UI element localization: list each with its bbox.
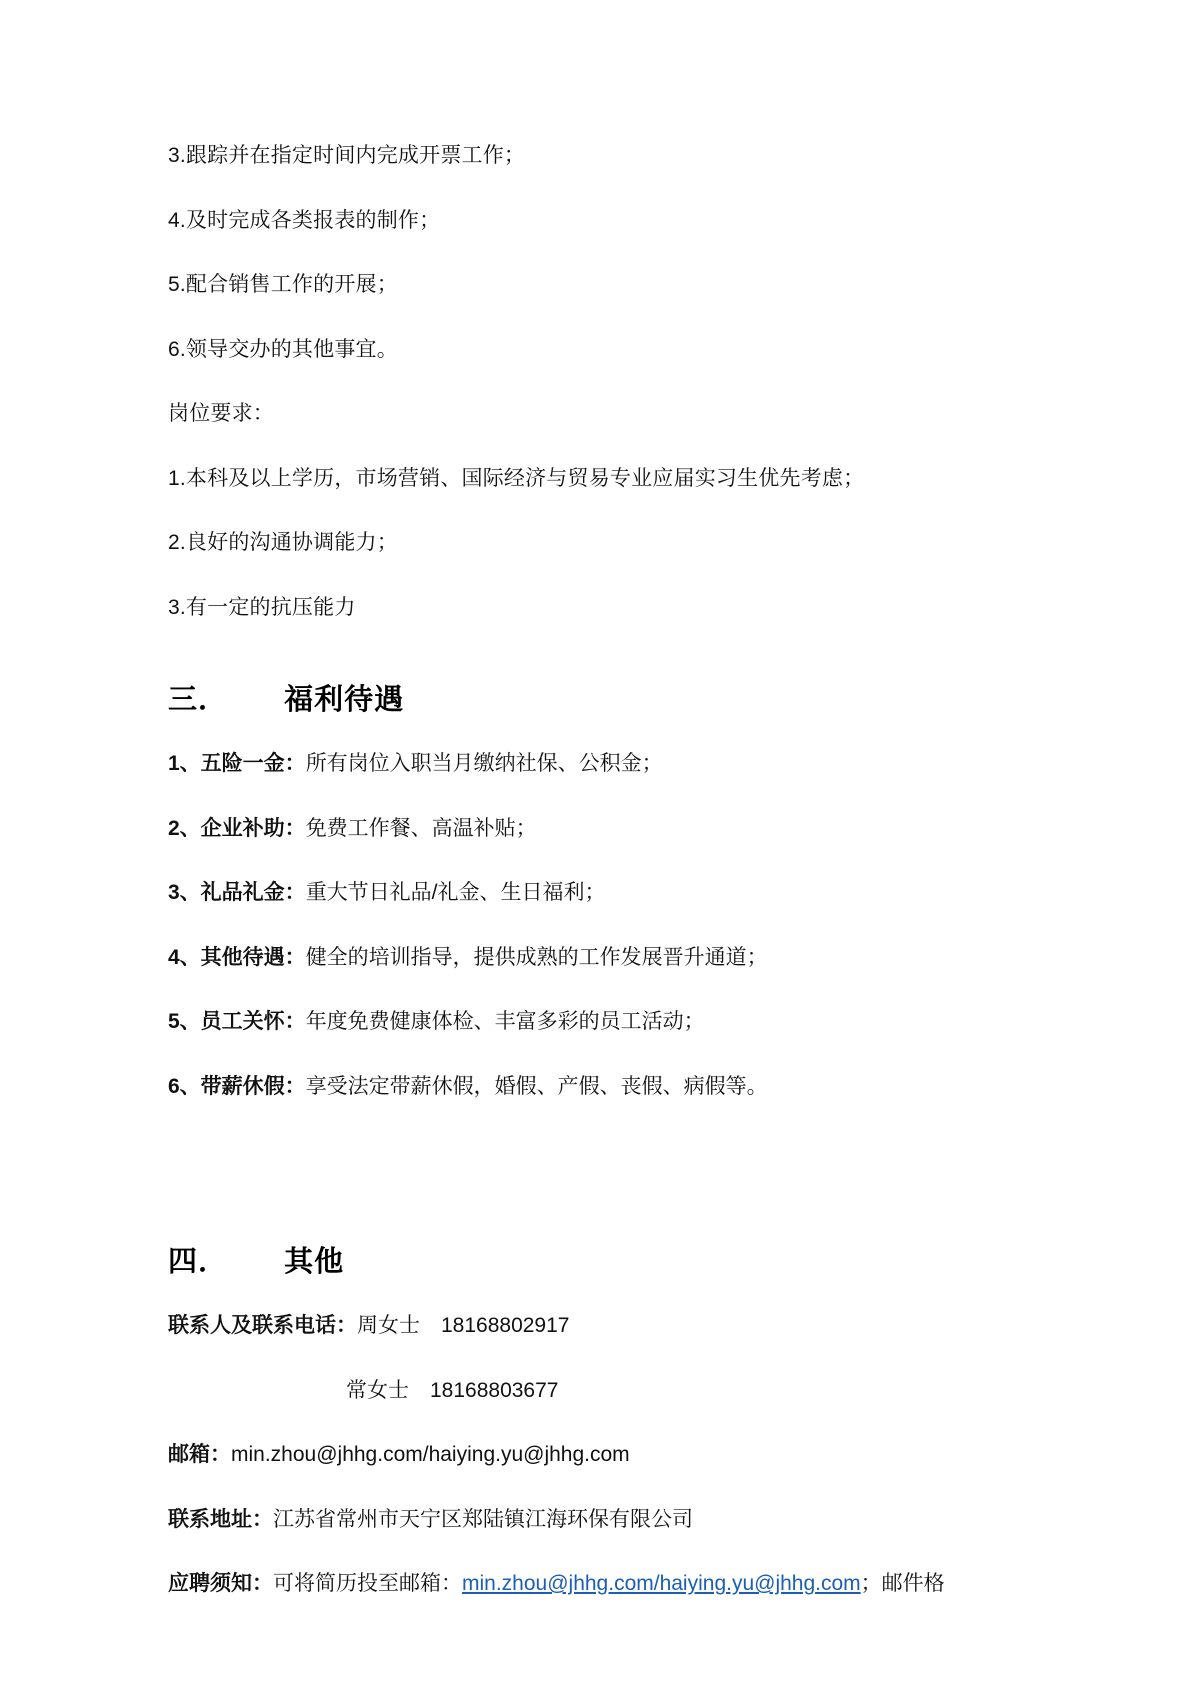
duty-item: 5.配合销售工作的开展； — [168, 273, 398, 296]
contact-phone-line — [168, 1310, 1031, 1342]
benefit-item — [168, 942, 1031, 974]
benefit-text: 重大节日礼品/礼金、生日福利； — [305, 881, 606, 904]
duty-item: 4.及时完成各类报表的制作； — [168, 208, 441, 232]
benefit-text: 享受法定带薪休假，婚假、产假、丧假、病假等。 — [305, 1074, 768, 1098]
section-heading-benefits — [168, 677, 1031, 718]
benefit-label: 4、其他待遇： — [168, 945, 306, 969]
requirement-item: 1.本科及以上学历，市场营销、国际经济与贸易专业应届实习生优先考虑； — [168, 466, 865, 490]
benefit-text: 免费工作餐、高温补贴； — [305, 816, 537, 840]
email-line — [168, 1439, 1031, 1471]
contact-person-2: 常女士 18168803677 — [346, 1378, 559, 1402]
apply-text-after: ；邮件格 — [860, 1572, 945, 1595]
contact-phone-line-2 — [168, 1375, 1031, 1407]
duty-item: 6.领导交办的其他事宜。 — [168, 337, 398, 361]
benefit-label: 1、五险一金： — [168, 752, 306, 775]
benefit-item — [168, 813, 1031, 845]
contact-person-1: 周女士 18168802917 — [357, 1314, 570, 1337]
benefit-label: 5、员工关怀： — [168, 1010, 306, 1033]
email-value: min.zhou@jhhg.com/haiying.yu@jhhg.com — [231, 1443, 630, 1466]
requirements-title: 岗位要求： — [168, 402, 274, 425]
section-title: 福利待遇 — [284, 684, 405, 716]
benefit-item — [168, 877, 1031, 909]
apply-email-link[interactable]: min.zhou@jhhg.com/haiying.yu@jhhg.com — [462, 1572, 861, 1595]
benefit-label: 6、带薪休假： — [168, 1074, 306, 1098]
benefit-text: 所有岗位入职当月缴纳社保、公积金； — [305, 752, 663, 775]
benefit-item — [168, 748, 1031, 780]
requirement-item: 2.良好的沟通协调能力； — [168, 531, 398, 554]
duty-item: 3.跟踪并在指定时间内完成开票工作； — [168, 144, 526, 167]
address-line — [168, 1504, 1031, 1536]
benefit-text: 健全的培训指导，提供成熟的工作发展晋升通道； — [305, 945, 768, 969]
email-label: 邮箱： — [168, 1443, 231, 1466]
benefit-text: 年度免费健康体检、丰富多彩的员工活动； — [305, 1010, 705, 1033]
benefit-label: 3、礼品礼金： — [168, 881, 306, 904]
apply-notice-line — [168, 1568, 1031, 1600]
apply-label: 应聘须知： — [168, 1572, 273, 1595]
section-number: 四． — [168, 1246, 229, 1278]
apply-text-before: 可将简历投至邮箱： — [273, 1572, 462, 1595]
section-number: 三． — [168, 684, 229, 716]
address-value: 江苏省常州市天宁区郑陆镇江海环保有限公司 — [273, 1507, 693, 1531]
requirement-item: 3.有一定的抗压能力 — [168, 595, 356, 619]
section-title: 其他 — [284, 1246, 345, 1278]
contact-label: 联系人及联系电话： — [168, 1314, 357, 1337]
benefit-label: 2、企业补助： — [168, 816, 306, 840]
section-heading-other — [168, 1239, 1031, 1280]
section-spacer — [168, 1135, 1031, 1185]
address-label: 联系地址： — [168, 1507, 273, 1531]
benefit-item — [168, 1071, 1031, 1103]
benefit-item — [168, 1006, 1031, 1038]
